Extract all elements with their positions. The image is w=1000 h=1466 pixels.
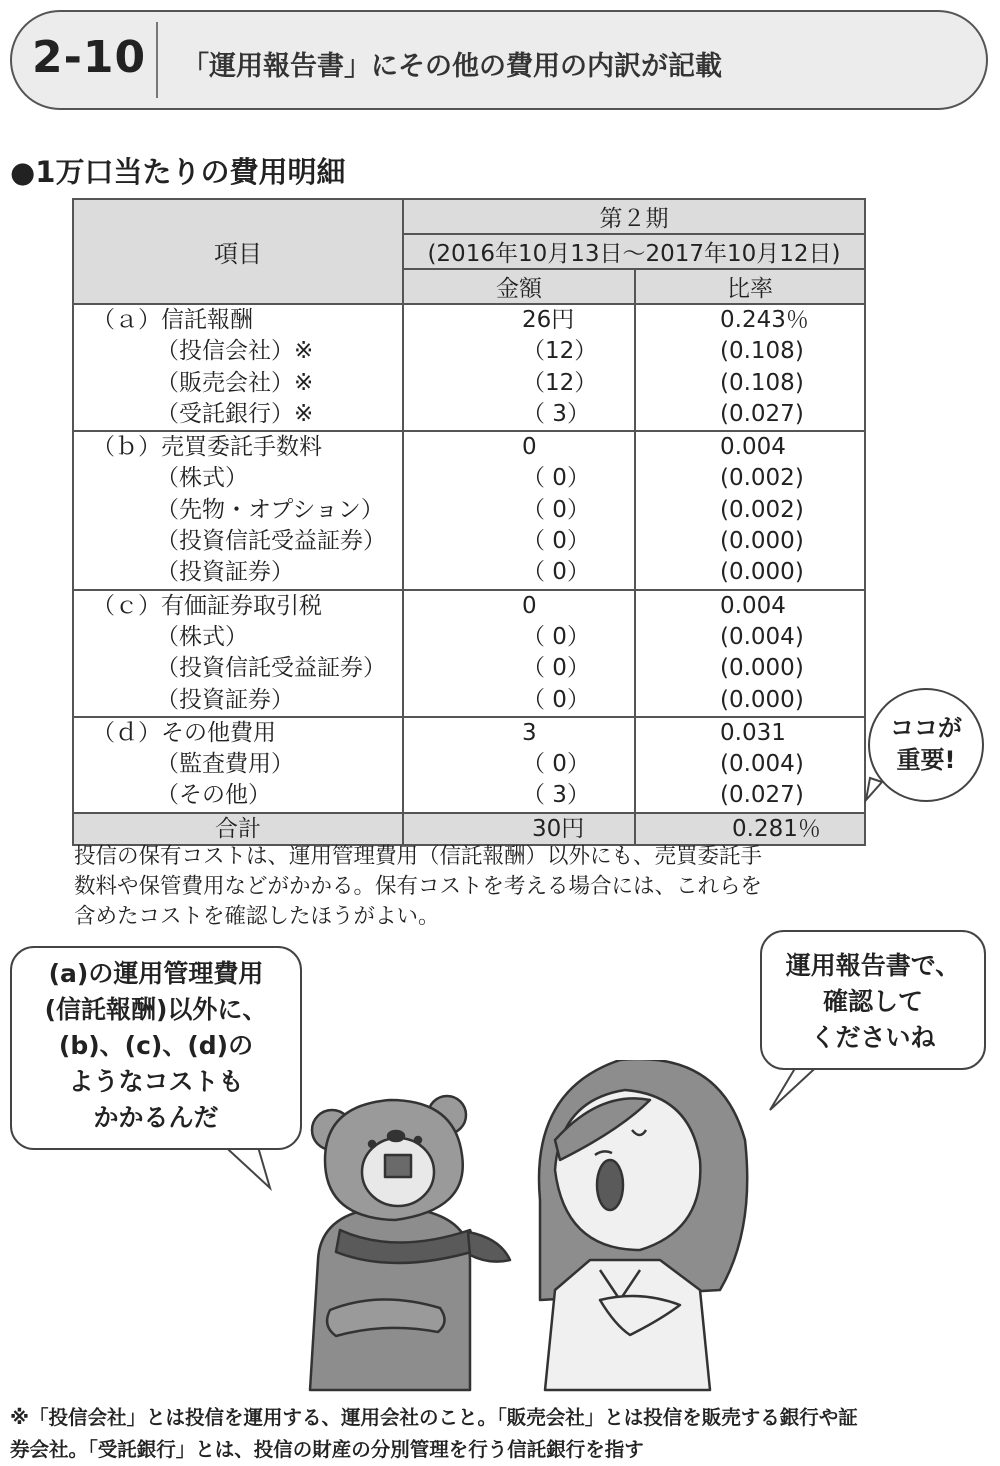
amount-cell-line: （ 0）: [522, 465, 590, 492]
note-line-1: 投信の保有コストは、運用管理費用（信託報酬）以外にも、売買委託手: [74, 844, 763, 869]
ratio-cell-line: (0.027): [720, 400, 804, 427]
amount-cell-line: 26円: [522, 307, 575, 333]
period-label: 第２期: [403, 199, 865, 234]
item-cell-line: （投資証券）: [156, 559, 294, 586]
bear-speech-line: ようなコストも: [68, 1067, 244, 1096]
amount-cell-line: 0: [522, 592, 537, 619]
item-cell-line: （投資信託受益証券）: [156, 528, 386, 555]
note-line-2: 数料や保管費用などがかかる。保有コストを考える場合には、これらを: [74, 874, 763, 899]
table-group-row: [73, 717, 865, 813]
amount-cell-line: （ 0）: [522, 559, 590, 586]
header-divider: [156, 22, 158, 98]
item-cell-line: （株式）: [156, 623, 248, 650]
total-label: 合計: [73, 813, 403, 845]
amount-cell-line: 3: [522, 719, 537, 746]
ratio-cell-line: (0.000): [720, 686, 804, 713]
amount-cell-line: （12）: [522, 369, 598, 396]
amount-cell: [403, 717, 635, 813]
bear-speech-bubble: [10, 946, 302, 1150]
woman-character-icon: [539, 1060, 747, 1390]
ratio-cell-line: (0.004): [720, 751, 804, 778]
ratio-cell-line: (0.108): [720, 369, 804, 396]
amount-cell-line: （ 0）: [522, 655, 590, 682]
table-group-row: [73, 304, 865, 431]
footnote: [10, 1402, 995, 1466]
ratio-cell: [635, 717, 865, 813]
bear-speech-line: (b)、(c)、(d)の: [58, 1031, 254, 1060]
important-line-2: 重要!: [896, 746, 956, 774]
amount-cell-line: （12）: [522, 338, 598, 365]
amount-cell-line: （ 0）: [522, 623, 590, 650]
woman-speech-line: くださいね: [810, 1023, 936, 1052]
ratio-cell-line: 0.004: [720, 434, 786, 461]
amount-cell: [403, 431, 635, 589]
ratio-cell-line: (0.000): [720, 655, 804, 682]
table-header-row: [73, 199, 865, 234]
table-group-row: [73, 590, 865, 717]
note-line-3: 含めたコストを確認したほうがよい。: [74, 904, 440, 929]
woman-speech-line: 運用報告書で、: [785, 951, 961, 980]
item-cell-line: （投資信託受益証券）: [156, 655, 386, 682]
total-amount: 30円: [403, 813, 635, 845]
amount-cell-line: （ 0）: [522, 528, 590, 555]
woman-speech-line: 確認して: [822, 987, 923, 1016]
chapter-title: 「運用報告書」にその他の費用の内訳が記載: [182, 51, 722, 82]
table-note: [74, 842, 874, 932]
ratio-cell-line: (0.002): [720, 496, 804, 523]
chapter-number: 2-10: [32, 32, 147, 83]
period-range: (2016年10月13日～2017年10月12日): [403, 234, 865, 269]
amount-cell-line: （ 0）: [522, 496, 590, 523]
item-cell-line: （ａ）信託報酬: [92, 307, 253, 333]
item-cell: [73, 717, 403, 813]
item-cell-line: （販売会社）※: [156, 369, 314, 396]
important-line-1: ココが: [890, 714, 962, 742]
item-cell: [73, 590, 403, 717]
item-cell-line: （投信会社）※: [156, 338, 314, 365]
amount-cell: [403, 304, 635, 431]
col-item-header: 項目: [73, 199, 403, 304]
footnote-line-1: ※「投信会社」とは投信を運用する、運用会社のこと。「販売会社」とは投信を販売する銀行や証: [10, 1406, 858, 1429]
ratio-cell-line: (0.004): [720, 623, 804, 650]
item-cell-line: （受託銀行）※: [156, 400, 314, 427]
table-group-row: [73, 431, 865, 589]
bear-character-icon: [310, 1096, 510, 1390]
woman-speech-bubble: [760, 930, 986, 1070]
item-cell-line: （ｂ）売買委託手数料: [92, 434, 322, 461]
chapter-header: [10, 10, 988, 110]
cost-table: [72, 198, 866, 846]
bear-speech-line: かかるんだ: [93, 1103, 219, 1132]
item-cell-line: （その他）: [156, 782, 271, 809]
item-cell-line: （ｃ）有価証券取引税: [92, 592, 322, 619]
section-heading: ●1万口当たりの費用明細: [10, 155, 346, 189]
ratio-cell-line: (0.000): [720, 528, 804, 555]
amount-cell-line: （ 0）: [522, 686, 590, 713]
amount-cell-line: （ 3）: [522, 400, 590, 427]
ratio-cell: [635, 590, 865, 717]
amount-cell-line: （ 0）: [522, 751, 590, 778]
amount-cell: [403, 590, 635, 717]
ratio-cell-line: (0.027): [720, 782, 804, 809]
item-cell: [73, 304, 403, 431]
amount-cell-line: （ 3）: [522, 782, 590, 809]
item-cell-line: （投資証券）: [156, 686, 294, 713]
item-cell-line: （株式）: [156, 465, 248, 492]
bear-speech-line: (a)の運用管理費用: [48, 959, 264, 988]
total-ratio: 0.281％: [635, 813, 865, 845]
total-row: [73, 813, 865, 845]
bear-speech-line: (信託報酬)以外に、: [44, 995, 268, 1024]
ratio-cell: [635, 431, 865, 589]
amount-cell-line: 0: [522, 434, 537, 461]
ratio-cell-line: 0.031: [720, 719, 786, 746]
ratio-cell-line: (0.002): [720, 465, 804, 492]
ratio-cell: [635, 304, 865, 431]
col-ratio-header: 比率: [635, 269, 865, 304]
col-amount-header: 金額: [403, 269, 635, 304]
footnote-line-2: 券会社。「受託銀行」とは、投信の財産の分別管理を行う信託銀行を指す: [10, 1438, 644, 1461]
ratio-cell-line: 0.004: [720, 592, 786, 619]
important-bubble: [868, 688, 984, 802]
ratio-cell-line: (0.108): [720, 338, 804, 365]
item-cell-line: （先物・オプション）: [156, 496, 384, 523]
item-cell-line: （監査費用）: [156, 751, 294, 778]
item-cell: [73, 431, 403, 589]
ratio-cell-line: 0.243％: [720, 307, 809, 333]
ratio-cell-line: (0.000): [720, 559, 804, 586]
item-cell-line: （ｄ）その他費用: [92, 719, 276, 746]
